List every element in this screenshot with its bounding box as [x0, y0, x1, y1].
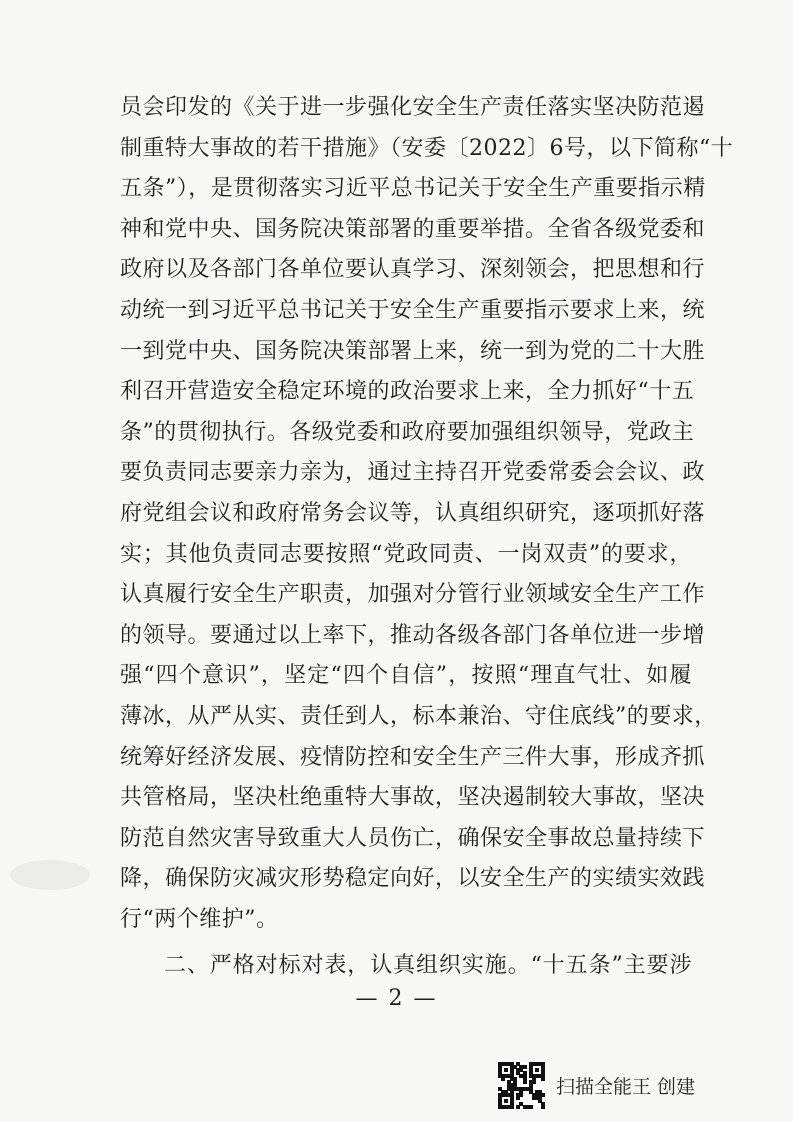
body-line: 共管格局，坚决杜绝重特大事故，坚决遏制较大事故，坚决: [120, 785, 706, 811]
qr-module: [541, 1077, 545, 1081]
qr-code-icon: [498, 1062, 544, 1108]
qr-module: [510, 1105, 514, 1109]
body-line: 统筹好经济发展、疫情防控和安全生产三件大事，形成齐抓: [120, 744, 706, 770]
body-line: 的领导。要通过以上率下，推动各级各部门各单位进一步增: [120, 622, 706, 648]
document-body: [120, 88, 734, 987]
body-line: 条”的贯彻执行。各级党委和政府要加强组织领导，党政主: [120, 419, 695, 445]
body-line: 行“两个维护”。: [120, 906, 279, 932]
body-line: 认真履行安全生产职责，加强对分管行业领域安全生产工作: [120, 582, 706, 608]
qr-module: [504, 1099, 508, 1103]
body-line: 神和党中央、国务院决策部署的重要举措。全省各级党委和: [120, 216, 706, 242]
body-line: 政府以及各部门各单位要认真学习、深刻领会，把思想和行: [120, 257, 706, 283]
body-line: 降，确保防灾减灾形势稳定向好，以安全生产的实绩实效践: [120, 866, 706, 892]
body-line: 一到党中央、国务院决策部署上来，统一到为党的二十大胜: [120, 338, 706, 364]
body-line: 要负责同志要亲力亲为，通过主持召开党委常委会会议、政: [120, 460, 706, 486]
body-line: 制重特大事故的若干措施》（安委〔2022〕6号，以下简称“十: [120, 135, 734, 161]
qr-module: [516, 1096, 520, 1100]
page-number: — 2 —: [355, 986, 438, 1011]
scanner-watermark: [498, 1062, 695, 1108]
body-line: 实；其他负责同志要按照“党政同责、一岗双责”的要求，: [120, 541, 692, 567]
body-line: 府党组会议和政府常务会议等，认真组织研究，逐项抓好落: [120, 500, 706, 526]
body-line: 利召开营造安全稳定环境的政治要求上来，全力抓好“十五: [120, 379, 695, 405]
body-line: 薄冰，从严从实、责任到人，标本兼治、守住底线”的要求，: [120, 703, 717, 729]
qr-module: [529, 1105, 533, 1109]
qr-module: [504, 1068, 508, 1072]
body-line: 员会印发的《关于进一步强化安全生产责任落实坚决防范遏: [120, 95, 706, 120]
body-line: 动统一到习近平总书记关于安全生产重要指示要求上来，统: [120, 297, 706, 323]
qr-module: [535, 1068, 539, 1072]
section-heading: 二、严格对标对表，认真组织实施。“十五条”主要涉: [164, 953, 692, 979]
body-line: 强“四个意识”，坚定“四个自信”，按照“理直气壮、如履: [120, 663, 692, 689]
body-line: 五条”），是贯彻落实习近平总书记关于安全生产重要指示精: [120, 176, 706, 202]
scan-smudge: [10, 860, 90, 890]
body-line: 防范自然灾害导致重大人员伤亡，确保安全事故总量持续下: [120, 825, 706, 851]
watermark-label: 扫描全能王 创建: [556, 1075, 696, 1098]
qr-module: [516, 1105, 520, 1109]
qr-module: [523, 1080, 527, 1084]
qr-module: [541, 1105, 545, 1109]
qr-module: [501, 1077, 505, 1081]
